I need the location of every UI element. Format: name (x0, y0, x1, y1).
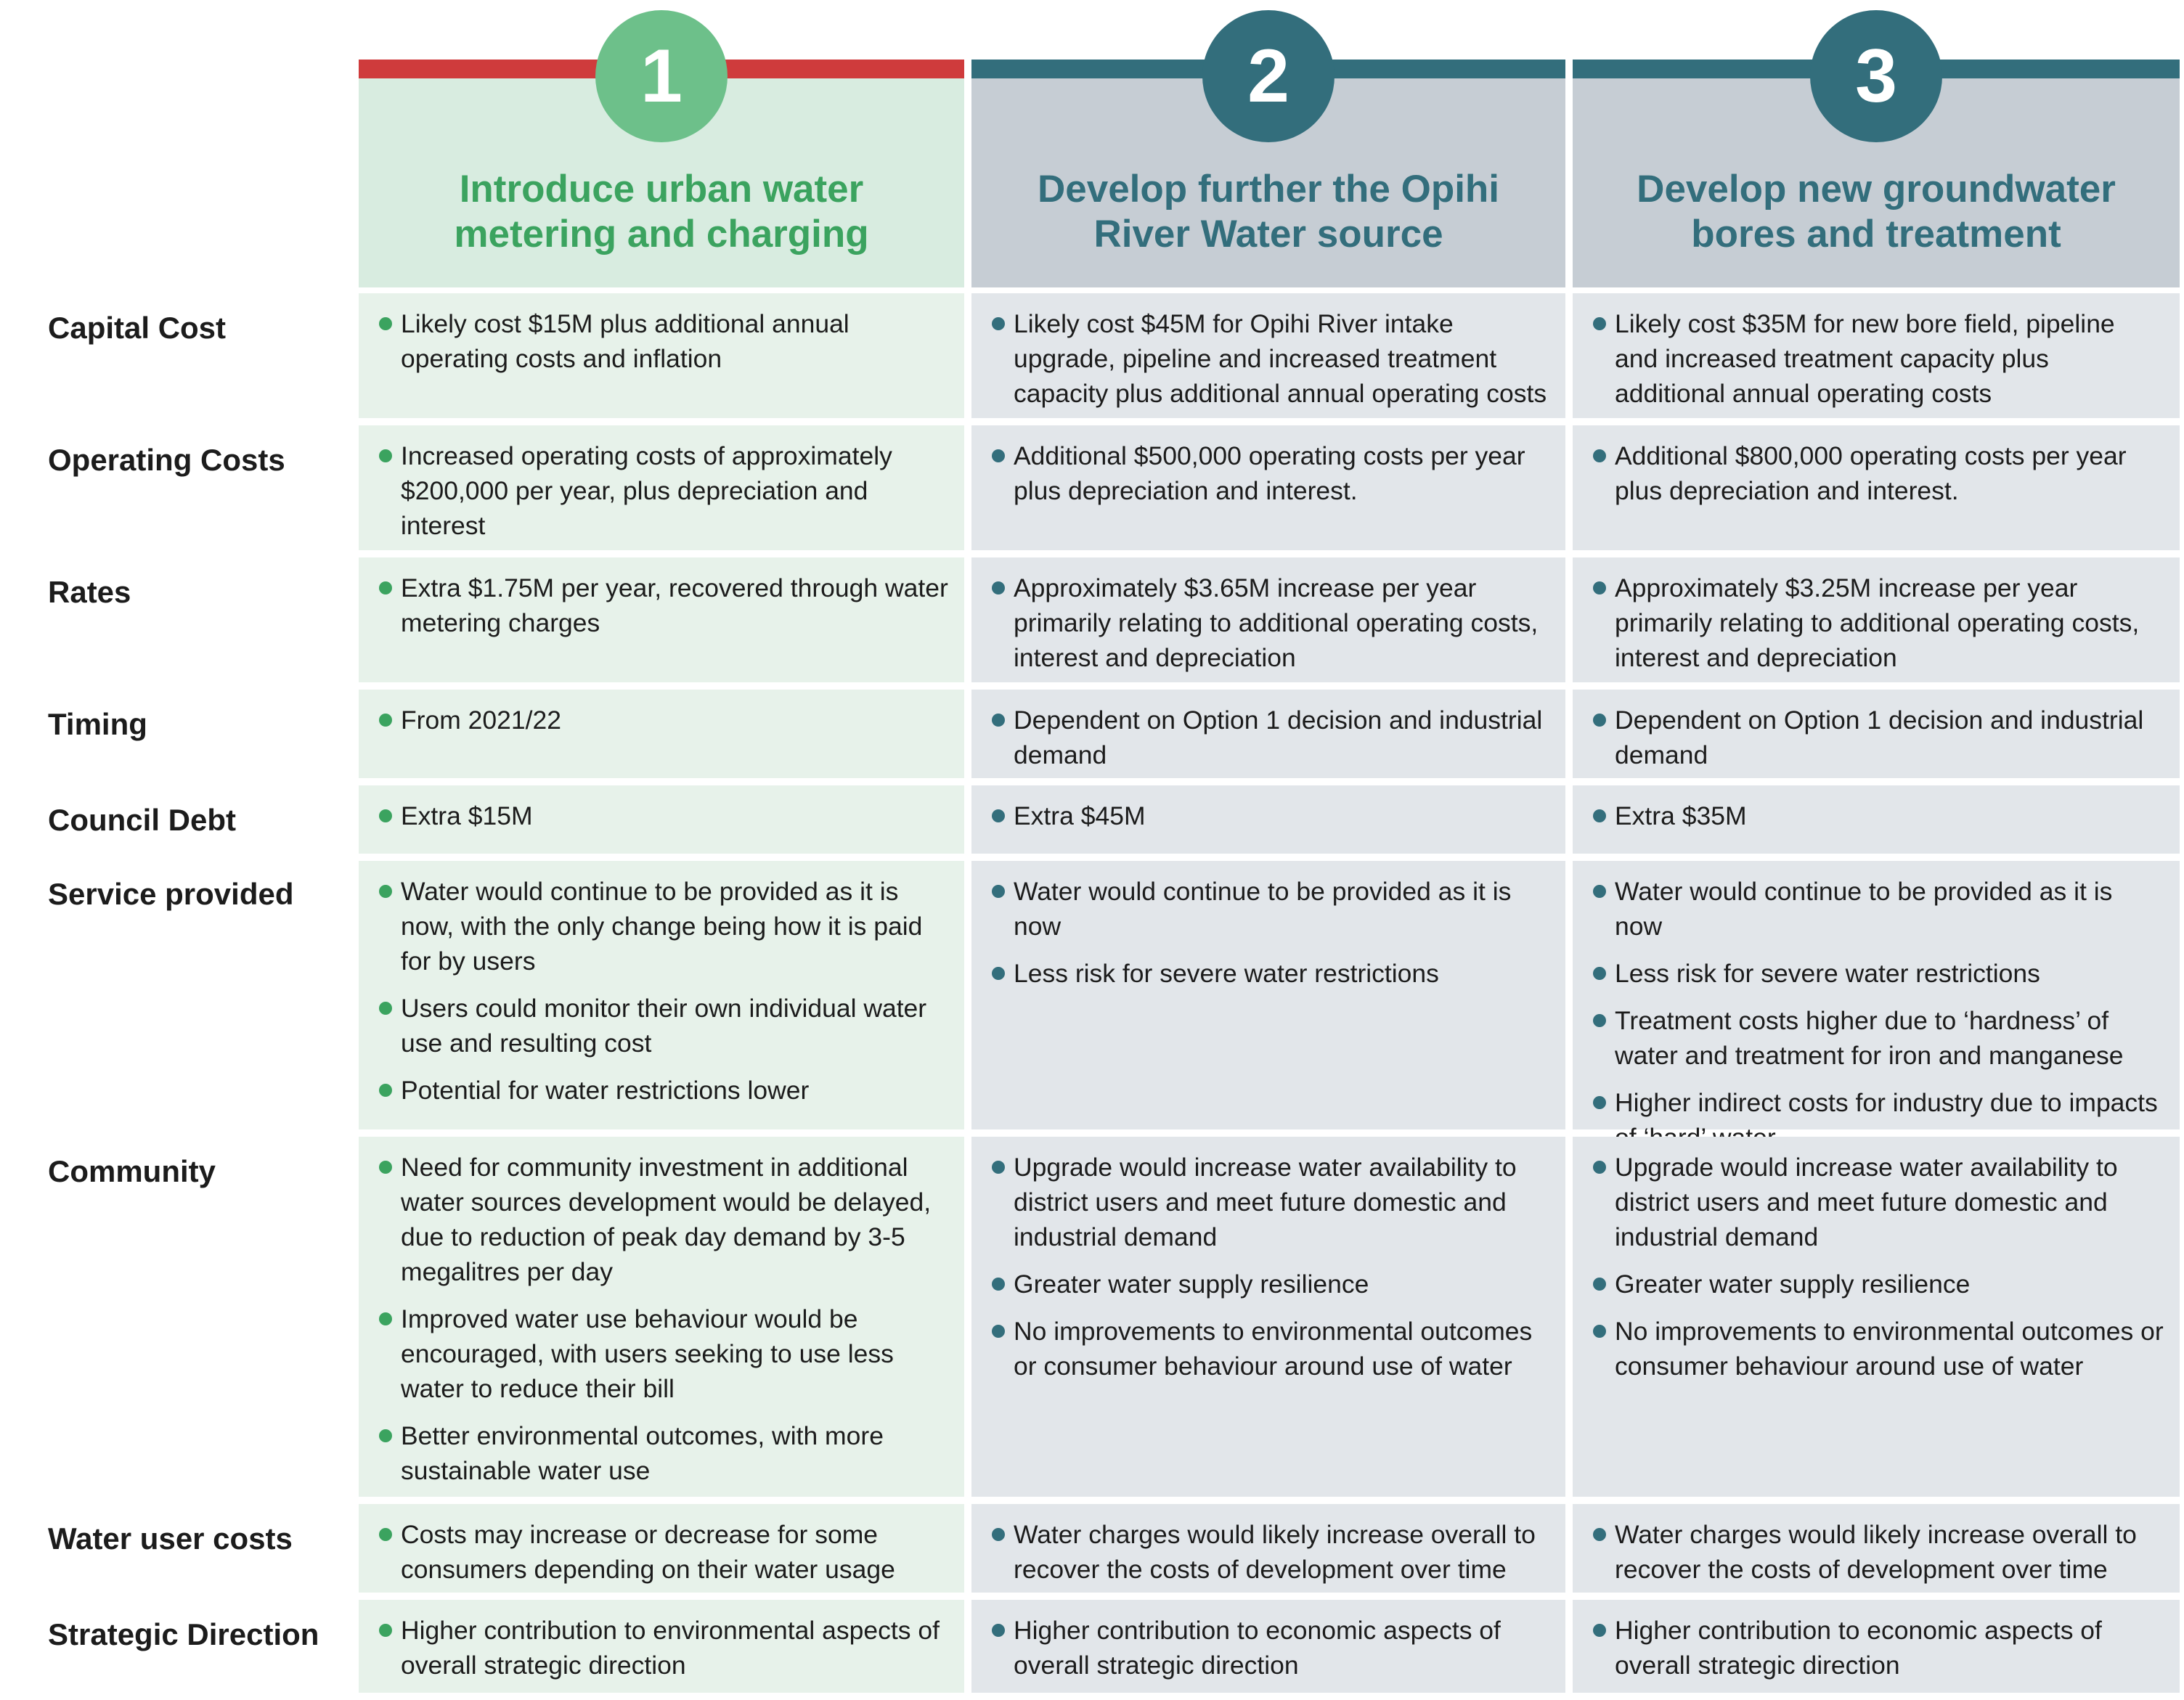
bullet-icon (1593, 1624, 1606, 1637)
bullet-icon (379, 1528, 392, 1541)
bullet-list (990, 1613, 1549, 1683)
table-cell (1573, 1137, 2180, 1497)
bullet-list (378, 571, 948, 640)
bullet-icon (992, 967, 1005, 980)
bullet-icon (379, 1161, 392, 1174)
table-cell (971, 293, 1565, 418)
bullet-list (378, 438, 948, 543)
list-item (378, 1613, 948, 1683)
bullet-icon (992, 1624, 1005, 1637)
bullet-icon (992, 1161, 1005, 1174)
table-cell (971, 861, 1565, 1129)
bullet-text: Higher contribution to economic aspects of overall strategic direction (1615, 1616, 2102, 1680)
table-cell (1573, 785, 2180, 854)
table-cell (359, 557, 964, 682)
bullet-text: Extra $15M (401, 801, 533, 830)
bullet-text: Costs may increase or decrease for some consumers depending on their water usage (401, 1520, 895, 1584)
bullet-list (378, 1613, 948, 1683)
bullet-list (378, 1517, 948, 1587)
list-item (990, 703, 1549, 772)
table-cell (1573, 690, 2180, 778)
row-label: Operating Costs (48, 443, 285, 477)
table-cell (1573, 1504, 2180, 1593)
bullet-text: Water charges would likely increase overall to recover the costs of development over time (1615, 1520, 2137, 1584)
list-item (1592, 956, 2164, 991)
row-label: Strategic Direction (48, 1617, 319, 1651)
bullet-icon (1593, 317, 1606, 330)
table-cell (359, 425, 964, 550)
list-item (378, 1517, 948, 1587)
bullet-text: Approximately $3.65M increase per year primarily relating to additional operating costs, interest and depreciation (1014, 573, 1539, 672)
list-item (1592, 798, 2164, 833)
bullet-text: Users could monitor their own individual water use and resulting cost (401, 994, 927, 1058)
bullet-text: Better environmental outcomes, with more sustainable water use (401, 1421, 884, 1485)
bullet-text: Higher indirect costs for industry due to impacts (1615, 1088, 2158, 1117)
option-2-number-badge: 2 (1202, 10, 1335, 142)
bullet-icon (1593, 449, 1606, 462)
bullet-icon (379, 714, 392, 727)
list-item (990, 956, 1549, 991)
bullet-text: Extra $1.75M per year, recovered through water metering charges (401, 573, 948, 637)
list-item (990, 1267, 1549, 1301)
bullet-text: Likely cost $35M for new bore field, pipeline and increased treatment capacity plus additional annual operating costs (1615, 309, 2115, 408)
list-item (1592, 1003, 2164, 1073)
bullet-icon (379, 581, 392, 594)
list-item (990, 798, 1549, 833)
bullet-icon (1593, 714, 1606, 727)
row-label: Capital Cost (48, 311, 227, 345)
list-item (378, 874, 948, 978)
bullet-text: Upgrade would increase water availability to district users and meet future domestic and industrial demand (1615, 1153, 2118, 1251)
bullet-icon (1593, 581, 1606, 594)
table-cell (359, 861, 964, 1129)
list-item (378, 1073, 948, 1108)
list-item (378, 703, 948, 737)
list-item (378, 1301, 948, 1406)
option-3-title: Develop new groundwater bores and treatment (1637, 168, 2116, 256)
bullet-list (990, 1517, 1549, 1587)
bullet-icon (379, 1312, 392, 1325)
bullet-icon (379, 1084, 392, 1097)
table-cell (971, 1137, 1565, 1497)
bullet-list (1592, 1150, 2164, 1384)
bullet-text: Upgrade would increase water availability to district users and meet future domestic and industrial demand (1014, 1153, 1517, 1251)
table-cell (971, 1600, 1565, 1693)
bullet-icon (1593, 1325, 1606, 1338)
option-1-number-badge: 1 (595, 10, 728, 142)
bullet-icon (379, 1624, 392, 1637)
bullet-text: Additional $500,000 operating costs per year plus depreciation and interest. (1014, 441, 1525, 505)
list-item (378, 571, 948, 640)
bullet-list (1592, 306, 2164, 411)
row-label: Water user costs (48, 1521, 293, 1556)
list-item (990, 438, 1549, 508)
bullet-text: From 2021/22 (401, 706, 562, 735)
bullet-text: No improvements to environmental outcomes or consumer behaviour around use of water (1615, 1317, 2164, 1381)
list-item (378, 798, 948, 833)
bullet-text: Extra $45M (1014, 801, 1146, 830)
list-item (1592, 1150, 2164, 1254)
bullet-list (990, 306, 1549, 411)
list-item (990, 1613, 1549, 1683)
bullet-icon (379, 1002, 392, 1015)
bullet-text: Improved water use behaviour would be encouraged, with users seeking to use less water to reduce their bill (401, 1304, 894, 1403)
bullet-icon (379, 1429, 392, 1442)
table-cell (359, 1600, 964, 1693)
bullet-icon (992, 809, 1005, 822)
bullet-icon (992, 1325, 1005, 1338)
list-item (990, 874, 1549, 944)
list-item (1592, 571, 2164, 675)
row-label: Rates (48, 575, 131, 609)
table-cell (971, 785, 1565, 854)
bullet-list (378, 1150, 948, 1488)
bullet-list (378, 703, 948, 737)
table-cell (359, 690, 964, 778)
option-3-number-badge: 3 (1810, 10, 1942, 142)
list-item (378, 306, 948, 376)
bullet-text: Water charges would likely increase overall to recover the costs of development over time (1014, 1520, 1536, 1584)
bullet-text: Less risk for severe water restrictions (1615, 959, 2040, 988)
bullet-icon (992, 449, 1005, 462)
bullet-list (990, 438, 1549, 508)
bullet-text: Potential for water restrictions lower (401, 1076, 810, 1105)
list-item (990, 1314, 1549, 1384)
bullet-icon (379, 317, 392, 330)
list-item (1592, 438, 2164, 508)
list-item (990, 1150, 1549, 1254)
table-cell (359, 785, 964, 854)
bullet-icon (992, 714, 1005, 727)
list-item (990, 1517, 1549, 1587)
bullet-text: No improvements to environmental outcomes or consumer behaviour around use of water (1014, 1317, 1533, 1381)
list-item (1592, 1314, 2164, 1384)
bullet-list (990, 874, 1549, 991)
list-item (378, 438, 948, 543)
bullet-icon (1593, 967, 1606, 980)
table-cell (1573, 1600, 2180, 1693)
table-cell (1573, 293, 2180, 418)
option-2-title: Develop further the Opihi River Water source (1037, 168, 1500, 256)
bullet-text: Additional $800,000 operating costs per year plus depreciation and interest. (1615, 441, 2127, 505)
bullet-text: Treatment costs higher due to ‘hardness’ of water and treatment for iron and manganese (1615, 1006, 2124, 1070)
row-label: Service provided (48, 877, 294, 911)
bullet-text: Extra $35M (1615, 801, 1747, 830)
bullet-icon (992, 581, 1005, 594)
bullet-list (1592, 798, 2164, 833)
list-item (378, 1418, 948, 1488)
bullet-text: Dependent on Option 1 decision and industrial demand (1615, 706, 2144, 769)
bullet-text: Greater water supply resilience (1615, 1270, 1971, 1299)
table-cell (1573, 557, 2180, 682)
row-label: Community (48, 1154, 216, 1188)
bullet-list (990, 1150, 1549, 1384)
list-item (1592, 306, 2164, 411)
table-cell (971, 425, 1565, 550)
bullet-list (1592, 571, 2164, 675)
bullet-icon (992, 317, 1005, 330)
bullet-text: Higher contribution to economic aspects of overall strategic direction (1014, 1616, 1501, 1680)
list-item (378, 1150, 948, 1289)
table-cell (971, 1504, 1565, 1593)
option-1-title: Introduce urban water metering and charging (454, 168, 869, 256)
bullet-text: Water would continue to be provided as it is now (1014, 877, 1512, 941)
bullet-list (1592, 1613, 2164, 1683)
bullet-icon (1593, 1528, 1606, 1541)
table-cell (1573, 425, 2180, 550)
bullet-icon (1593, 809, 1606, 822)
bullet-text: Water would continue to be provided as it is now (1615, 877, 2113, 941)
table-cell (359, 1137, 964, 1497)
list-item (1592, 1517, 2164, 1587)
bullet-list (990, 798, 1549, 833)
bullet-text: Water would continue to be provided as it is now, with the only change being how it is paid for by users (401, 877, 923, 976)
bullet-icon (379, 809, 392, 822)
bullet-icon (1593, 1014, 1606, 1027)
bullet-icon (1593, 1096, 1606, 1109)
list-item (990, 571, 1549, 675)
bullet-list (378, 874, 948, 1108)
row-label: Timing (48, 707, 147, 741)
bullet-list (990, 571, 1549, 675)
table-cell (971, 690, 1565, 778)
bullet-list (1592, 874, 2164, 1155)
list-item (990, 306, 1549, 411)
table-cell (359, 293, 964, 418)
table-cell (1573, 861, 2180, 1129)
bullet-list (1592, 438, 2164, 508)
bullet-list (1592, 703, 2164, 772)
bullet-list (1592, 1517, 2164, 1587)
bullet-icon (379, 449, 392, 462)
bullet-text: Higher contribution to environmental aspects of overall strategic direction (401, 1616, 940, 1680)
bullet-icon (379, 885, 392, 898)
bullet-icon (1593, 1161, 1606, 1174)
table-cell (971, 557, 1565, 682)
bullet-text: Increased operating costs of approximately $200,000 per year, plus depreciation and interest (401, 441, 892, 540)
table-cell (359, 1504, 964, 1593)
bullet-text: Approximately $3.25M increase per year primarily relating to additional operating costs, interest and depreciation (1615, 573, 2140, 672)
bullet-icon (1593, 885, 1606, 898)
bullet-text: Greater water supply resilience (1014, 1270, 1369, 1299)
row-label: Council Debt (48, 803, 236, 837)
bullet-list (378, 798, 948, 833)
bullet-text: Need for community investment in additional water sources development would be delayed, due to reduction of peak day demand by 3-5 megalitres per day (401, 1153, 932, 1286)
list-item (378, 991, 948, 1061)
bullet-text: Dependent on Option 1 decision and industrial demand (1014, 706, 1543, 769)
list-item (1592, 1613, 2164, 1683)
bullet-icon (992, 1528, 1005, 1541)
bullet-icon (992, 1278, 1005, 1291)
list-item (1592, 874, 2164, 944)
bullet-list (990, 703, 1549, 772)
bullet-icon (1593, 1278, 1606, 1291)
bullet-text: Less risk for severe water restrictions (1014, 959, 1439, 988)
bullet-list (378, 306, 948, 376)
list-item (1592, 703, 2164, 772)
list-item (1592, 1267, 2164, 1301)
bullet-text: Likely cost $45M for Opihi River intake upgrade, pipeline and increased treatment capacity plus additional annual operating costs (1014, 309, 1547, 408)
bullet-icon (992, 885, 1005, 898)
bullet-text: Likely cost $15M plus additional annual operating costs and inflation (401, 309, 849, 373)
